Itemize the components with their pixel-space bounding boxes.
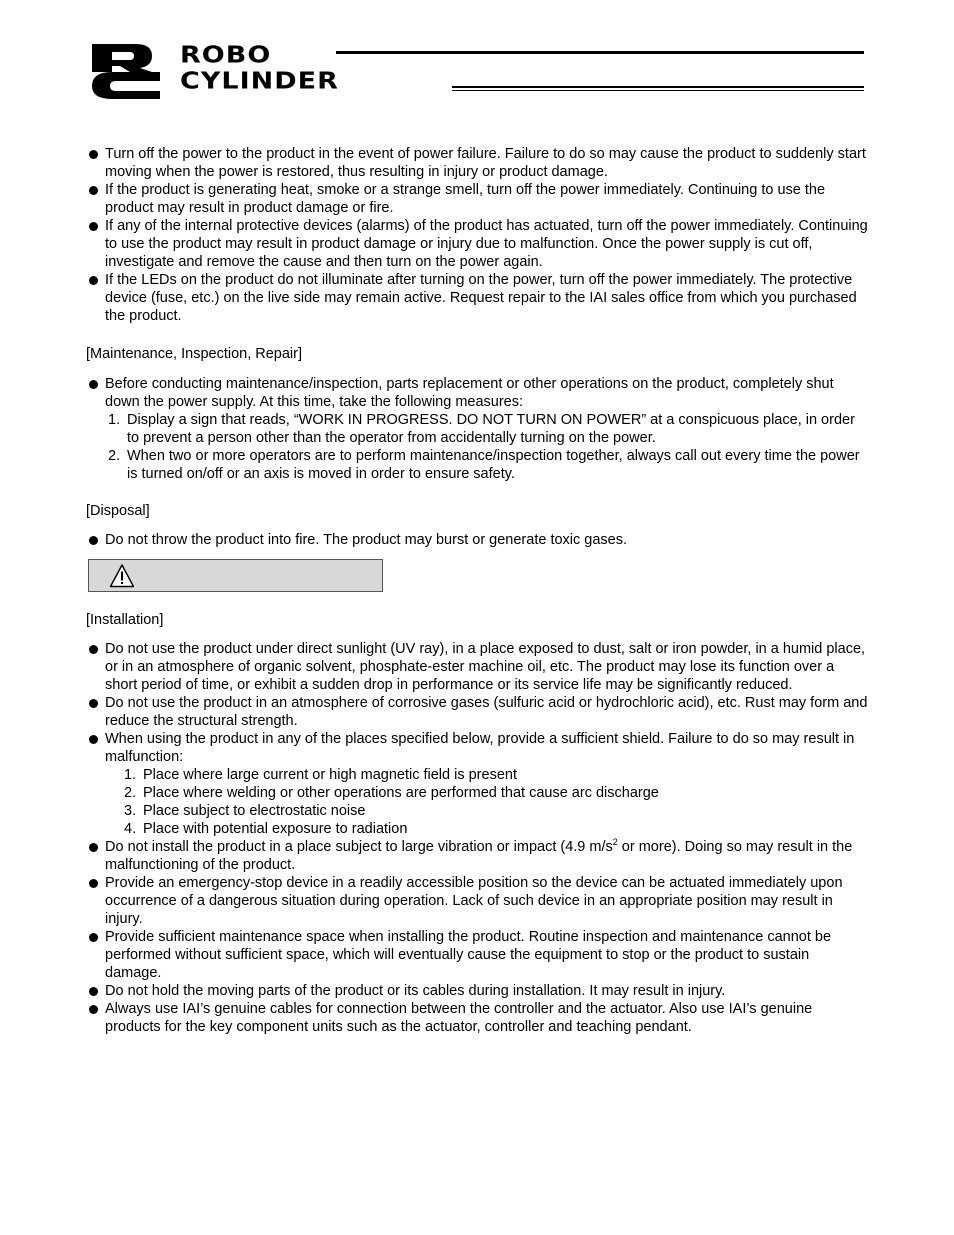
list-item: Do not hold the moving parts of the product or its cables during installation. It may result in injury.	[86, 982, 868, 1000]
numbered-item	[86, 447, 868, 483]
item-text: Display a sign that reads, “WORK IN PROGRESS. DO NOT TURN ON POWER” at a conspicuous place, in order to prevent a person other than the operator from accidentally turning on the power.	[127, 412, 855, 446]
numbered-item	[86, 820, 868, 838]
list-item: Always use IAI’s genuine cables for connection between the controller and the actuator. Also use IAI’s genuine products for the key component units such as the actuator, controller and teaching pendant.	[86, 1000, 868, 1036]
list-item: If the product is generating heat, smoke or a strange smell, turn off the power immediately. Continuing to use the product may result in product damage or fire.	[86, 181, 868, 217]
list-item: Do not use the product in an atmosphere of corrosive gases (sulfuric acid or hydrochloric acid), etc. Rust may form and reduce the structural strength.	[86, 694, 868, 730]
item-text: Place with potential exposure to radiation	[143, 821, 408, 837]
item-text: Place where welding or other operations are performed that cause arc discharge	[143, 785, 659, 801]
item-text-part: or more). Doing so may result in the malfunctioning of the product.	[105, 839, 853, 873]
list-item: Turn off the power to the product in the event of power failure. Failure to do so may cause the product to suddenly start moving when the power is restored, thus resulting in injury or product damage.	[86, 145, 868, 181]
page-header	[0, 0, 954, 110]
item-number: 2.	[108, 448, 121, 464]
item-text-part: Do not install the product in a place subject to large vibration or impact (4.9 m/s	[105, 839, 613, 855]
header-rule-bottom-thick	[452, 86, 864, 88]
item-number: 1.	[108, 412, 121, 428]
logo-text-cylinder: CYLINDER	[180, 68, 339, 95]
numbered-item	[86, 766, 868, 784]
list-item: Do not use the product under direct sunlight (UV ray), in a place exposed to dust, salt or iron powder, in a humid place, or in an atmosphere of organic solvent, phosphate-ester machine oil, etc. The product may lose its function over a short period of time, or exhibit a sudden drop in performance or its service life may be significantly reduced.	[86, 640, 868, 694]
page-content	[86, 145, 868, 1036]
section-heading-installation: [Installation]	[86, 612, 164, 628]
header-rule-bottom-thin	[452, 90, 864, 91]
list-item: When using the product in any of the places specified below, provide a sufficient shield. Failure to do so may result in malfunction:	[86, 730, 868, 766]
warning-triangle-icon	[109, 563, 135, 589]
section-heading-disposal: [Disposal]	[86, 503, 150, 519]
item-text: Place subject to electrostatic noise	[143, 803, 366, 819]
item-number: 3.	[124, 803, 137, 819]
list-item: Provide sufficient maintenance space when installing the product. Routine inspection and maintenance cannot be performed without sufficient space, which will eventually cause the equipment to stop or the product to sustain damage.	[86, 928, 868, 982]
rc-logo-mark	[90, 42, 175, 100]
numbered-item	[86, 784, 868, 802]
item-number: 1.	[124, 767, 137, 783]
item-text: Place where large current or high magnetic field is present	[143, 767, 517, 783]
list-item: Do not throw the product into fire. The product may burst or generate toxic gases.	[86, 531, 868, 549]
header-rule-top	[336, 51, 864, 54]
logo-text-robo: ROBO	[180, 42, 272, 69]
list-item	[86, 838, 868, 874]
item-number: 2.	[124, 785, 137, 801]
list-item: Provide an emergency-stop device in a readily accessible position so the device can be actuated immediately upon occurrence of a dangerous situation during operation. Lack of such device in an appropriate position may result in injury.	[86, 874, 868, 928]
numbered-item	[86, 802, 868, 820]
superscript: 2	[612, 837, 618, 847]
section-heading-maintenance: [Maintenance, Inspection, Repair]	[86, 346, 303, 362]
item-text: When two or more operators are to perform maintenance/inspection together, always call out every time the power is turned on/off or an axis is moved in order to ensure safety.	[127, 448, 860, 482]
list-item: Before conducting maintenance/inspection, parts replacement or other operations on the product, completely shut down the power supply. At this time, take the following measures:	[86, 375, 868, 411]
numbered-item	[86, 411, 868, 447]
caution-box	[88, 559, 383, 592]
item-number: 4.	[124, 821, 137, 837]
list-item: If the LEDs on the product do not illuminate after turning on the power, turn off the power immediately. The protective device (fuse, etc.) on the live side may remain active. Request repair to the IAI sales office from which you purchased the product.	[86, 271, 868, 325]
list-item: If any of the internal protective devices (alarms) of the product has actuated, turn off the power immediately. Continuing to use the product may result in product damage or injury due to malfunction. Once the power supply is cut off, investigate and remove the cause and then turn on the power again.	[86, 217, 868, 271]
